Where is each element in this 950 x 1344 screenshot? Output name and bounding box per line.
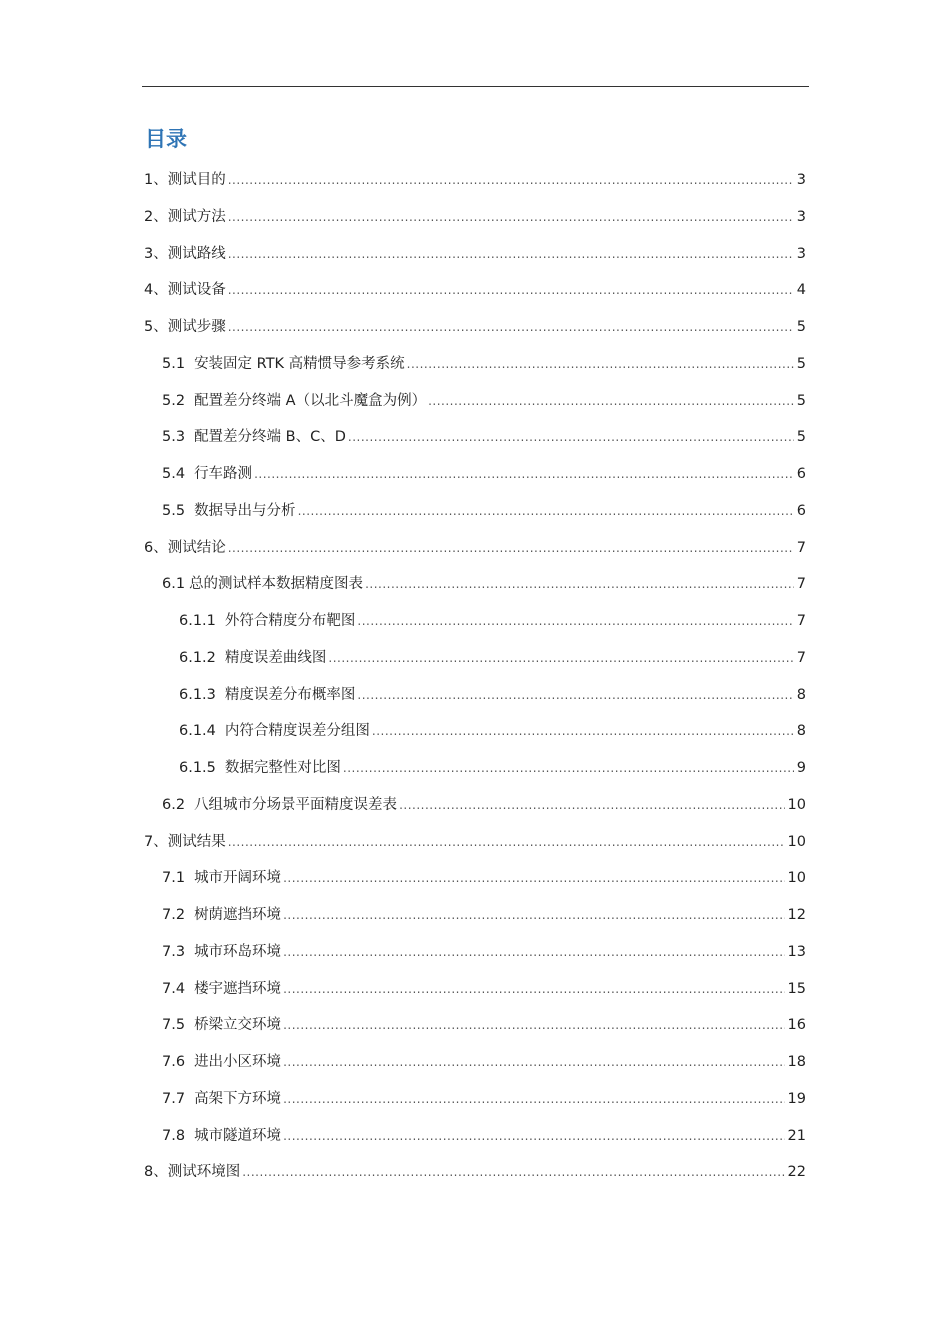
toc-entry-title: 测试方法	[167, 208, 226, 225]
toc-entry[interactable]	[162, 977, 806, 1001]
toc-entry[interactable]	[179, 646, 806, 670]
toc-entry-title: 楼宇遮挡环境	[194, 980, 282, 997]
toc-entry-title: 测试结果	[167, 833, 226, 850]
toc-entry-title: 行车路测	[194, 466, 253, 482]
toc-entry-title: 安装固定 RTK 高精惯导参考系统	[194, 355, 405, 372]
toc-entry[interactable]	[162, 903, 806, 927]
toc-dot-leader	[283, 940, 784, 964]
toc-entry-title: 树荫遮挡环境	[194, 907, 282, 923]
toc-entry-page-number: 15	[787, 980, 806, 997]
toc-dot-leader	[254, 462, 794, 486]
toc-entry[interactable]	[162, 425, 806, 449]
toc-entry[interactable]	[144, 1160, 806, 1184]
toc-entry-title: 桥梁立交环境	[194, 1017, 282, 1034]
toc-entry-number: 5.5	[162, 502, 186, 519]
toc-dot-leader	[283, 903, 784, 927]
toc-entry-page-number: 5	[796, 319, 806, 335]
toc-entry[interactable]	[144, 278, 806, 302]
toc-entry-page-number: 12	[787, 907, 806, 923]
toc-entry-title: 测试环境图	[167, 1164, 241, 1181]
toc-entry[interactable]	[162, 793, 806, 817]
toc-dot-leader	[372, 719, 794, 743]
toc-entry-page-number: 19	[787, 1090, 806, 1107]
toc-entry-title: 高架下方环境	[194, 1090, 282, 1107]
toc-entry-page-number: 5	[796, 355, 806, 372]
toc-entry[interactable]	[179, 683, 806, 707]
toc-entry-title: 配置差分终端 B、C、D	[194, 429, 346, 446]
toc-entry-title: 内符合精度误差分组图	[224, 723, 370, 740]
toc-dot-leader	[228, 315, 794, 339]
toc-entry-title: 总的测试样本数据精度图表	[189, 576, 364, 593]
toc-dot-leader	[399, 793, 784, 817]
toc-entry-number: 4、	[144, 282, 168, 299]
toc-entry[interactable]	[162, 866, 806, 890]
toc-entry-title: 进出小区环境	[194, 1054, 282, 1070]
toc-entry-title: 精度误差分布概率图	[224, 686, 356, 703]
toc-entry[interactable]	[144, 242, 806, 266]
toc-entry-page-number: 3	[796, 245, 806, 262]
toc-dot-leader	[365, 572, 794, 596]
toc-entry-number: 7.4	[162, 980, 186, 997]
toc-entry-page-number: 8	[796, 723, 806, 740]
toc-dot-leader	[407, 352, 794, 376]
toc-entry-number: 6.2	[162, 796, 186, 813]
toc-entry-page-number: 10	[787, 833, 806, 850]
toc-dot-leader	[343, 756, 794, 780]
toc-entry-page-number: 7	[796, 649, 806, 666]
toc-entry-number: 6.1.5	[179, 760, 216, 776]
toc-entry-page-number: 7	[796, 576, 806, 593]
toc-entry-page-number: 3	[796, 208, 806, 225]
toc-entry[interactable]	[162, 1087, 806, 1111]
toc-entry-number: 8、	[144, 1164, 168, 1181]
toc-entry[interactable]	[162, 940, 806, 964]
toc-entry-page-number: 16	[787, 1017, 806, 1034]
toc-entry-title: 城市环岛环境	[194, 943, 282, 960]
toc-entry-page-number: 6	[796, 502, 806, 519]
toc-entry-number: 6.1.1	[179, 613, 216, 629]
toc-entry-page-number: 13	[787, 943, 806, 960]
toc-entry[interactable]	[179, 609, 806, 633]
toc-entry-page-number: 7	[796, 613, 806, 629]
toc-entry-title: 八组城市分场景平面精度误差表	[194, 796, 398, 813]
toc-dot-leader	[228, 536, 794, 560]
toc-entry-number: 6.1.2	[179, 649, 216, 666]
toc-entry-page-number: 21	[787, 1127, 806, 1144]
toc-entry-title: 外符合精度分布靶图	[224, 613, 356, 629]
toc-entry-page-number: 4	[796, 282, 806, 299]
toc-dot-leader	[228, 205, 794, 229]
toc-entry-number: 6、	[144, 539, 168, 556]
toc-dot-leader	[228, 278, 794, 302]
toc-title: 目录	[145, 127, 187, 151]
toc-entry-number: 3、	[144, 245, 168, 262]
toc-entry-number: 5.1	[162, 355, 186, 372]
toc-entry-title: 测试步骤	[167, 319, 226, 335]
toc-entry-number: 7.8	[162, 1127, 186, 1144]
toc-entry-title: 数据导出与分析	[194, 502, 296, 519]
toc-entry-number: 5、	[144, 319, 168, 335]
toc-entry-number: 2、	[144, 208, 168, 225]
toc-entry-number: 6.1	[162, 576, 186, 593]
toc-entry-title: 城市开阔环境	[194, 870, 282, 887]
toc-entry-page-number: 5	[796, 392, 806, 409]
toc-entry[interactable]	[144, 205, 806, 229]
toc-entry-page-number: 18	[787, 1054, 806, 1070]
toc-entry-page-number: 10	[787, 870, 806, 887]
toc-entry-title: 数据完整性对比图	[224, 760, 341, 776]
toc-entry-number: 6.1.4	[179, 723, 216, 740]
toc-entry-number: 5.3	[162, 429, 186, 446]
toc-dot-leader	[357, 683, 793, 707]
toc-entry[interactable]	[179, 719, 806, 743]
toc-entry[interactable]	[144, 315, 806, 339]
toc-dot-leader	[283, 1087, 784, 1111]
toc-entry-page-number: 3	[796, 172, 806, 188]
toc-entry-number: 7.3	[162, 943, 186, 960]
toc-entry[interactable]	[162, 499, 806, 523]
toc-entry[interactable]	[144, 830, 806, 854]
toc-entry[interactable]	[162, 1124, 806, 1148]
toc-dot-leader	[228, 242, 794, 266]
toc-entry[interactable]	[162, 572, 806, 596]
toc-dot-leader	[228, 168, 794, 192]
toc-entry-number: 7.1	[162, 870, 186, 887]
toc-entry[interactable]	[162, 389, 806, 413]
toc-dot-leader	[283, 1013, 784, 1037]
toc-entry[interactable]	[162, 1050, 806, 1074]
toc-dot-leader	[283, 1050, 784, 1074]
toc-entry-title: 测试目的	[167, 172, 226, 188]
toc-entry-number: 7.7	[162, 1090, 186, 1107]
toc-entry-number: 5.2	[162, 392, 186, 409]
toc-entry-page-number: 9	[796, 760, 806, 776]
toc-entry[interactable]	[162, 352, 806, 376]
toc-entry-page-number: 7	[796, 539, 806, 556]
toc-entry-number: 7.5	[162, 1017, 186, 1034]
toc-dot-leader	[328, 646, 793, 670]
toc-dot-leader	[228, 830, 785, 854]
toc-entry-page-number: 6	[796, 466, 806, 482]
toc-entry-title: 测试设备	[167, 282, 226, 299]
toc-entry-page-number: 5	[796, 429, 806, 446]
toc-entry[interactable]	[179, 756, 806, 780]
toc-dot-leader	[283, 977, 784, 1001]
toc-entry-number: 7.2	[162, 907, 186, 923]
header-rule	[142, 86, 809, 87]
toc-entry-title: 测试路线	[167, 245, 226, 262]
toc-entry[interactable]	[162, 1013, 806, 1037]
toc-entry-title: 配置差分终端 A（以北斗魔盒为例）	[194, 392, 427, 409]
toc-entry-number: 6.1.3	[179, 686, 216, 703]
toc-entry[interactable]	[162, 462, 806, 486]
toc-entry-number: 1、	[144, 172, 168, 188]
toc-entry-title: 测试结论	[167, 539, 226, 556]
toc-entry-page-number: 8	[796, 686, 806, 703]
toc-dot-leader	[283, 1124, 784, 1148]
toc-entry-title: 城市隧道环境	[194, 1127, 282, 1144]
toc-entry[interactable]	[144, 536, 806, 560]
toc-dot-leader	[283, 866, 784, 890]
toc-entry-number: 5.4	[162, 466, 186, 482]
toc-dot-leader	[298, 499, 794, 523]
toc-dot-leader	[428, 389, 794, 413]
toc-dot-leader	[242, 1160, 784, 1184]
toc-entry[interactable]	[144, 168, 806, 192]
toc-entry-number: 7.6	[162, 1054, 186, 1070]
toc-entry-title: 精度误差曲线图	[224, 649, 327, 666]
toc-entry-page-number: 22	[787, 1164, 806, 1181]
toc-entry-number: 7、	[144, 833, 168, 850]
toc-dot-leader	[357, 609, 793, 633]
toc-dot-leader	[348, 425, 794, 449]
toc-entry-page-number: 10	[787, 796, 806, 813]
